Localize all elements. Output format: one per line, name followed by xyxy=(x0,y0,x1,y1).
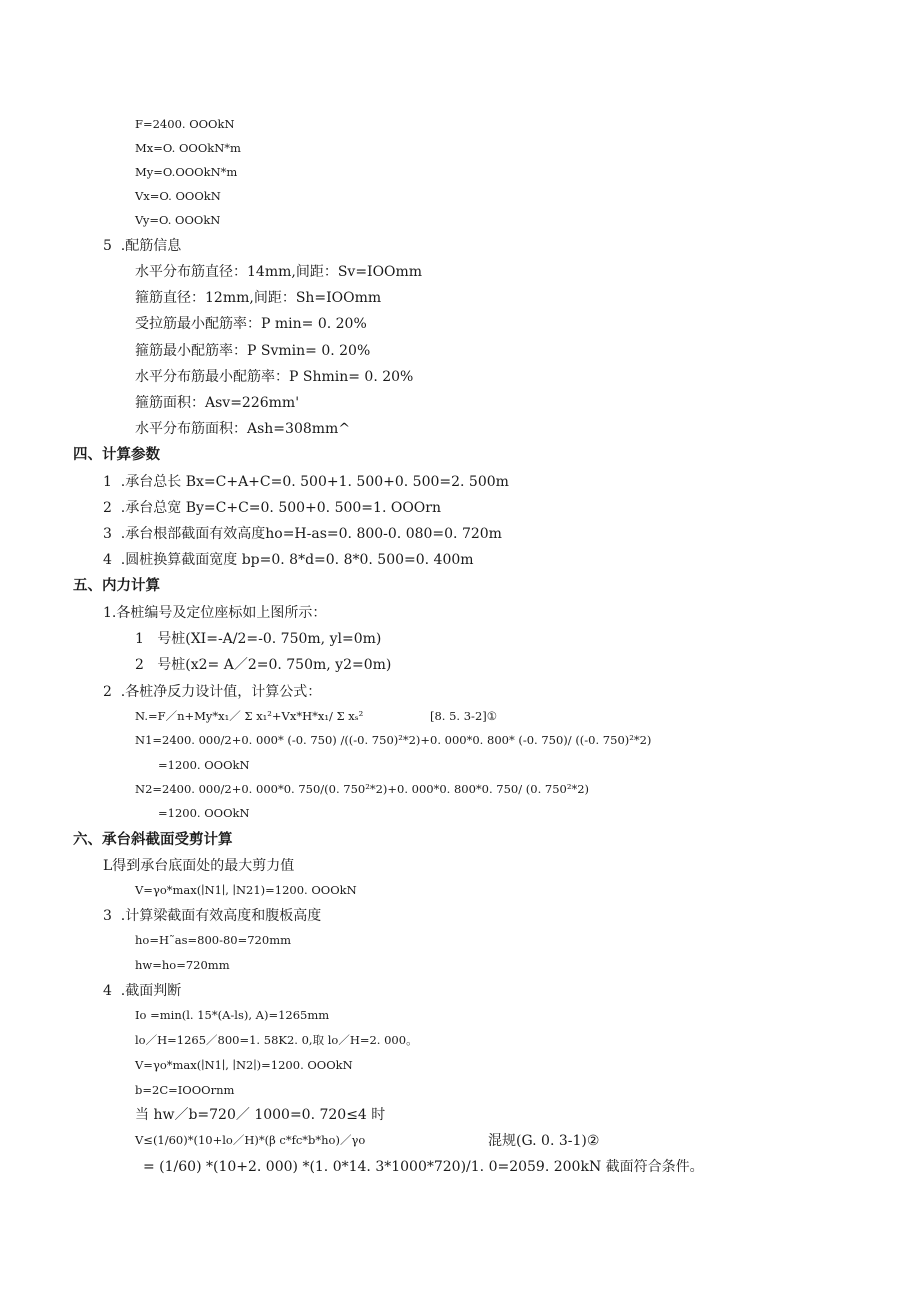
param-line-4: 4 .圆桩换算截面宽度 bp=0. 8*d=0. 8*0. 500=0. 400m xyxy=(103,552,474,568)
item-5-reinforcement: 5 .配筋信息 xyxy=(103,238,182,254)
section-5-heading: 五、内力计算 xyxy=(73,578,160,594)
force-line-1: 1.各桩编号及定位座标如上图所示： xyxy=(103,605,327,621)
n2-result: =1200. OOOkN xyxy=(158,806,250,820)
force-line-2: 2 .各桩净反力设计值，计算公式： xyxy=(103,684,322,700)
param-line-1: 1 .承台总长 Bx=C+A+C=0. 500+1. 500+0. 500=2. 500m xyxy=(103,474,509,490)
v-limit-formula: V≤(1/60)*(10+lo／H)*(β c*fc*b*ho)／γo xyxy=(135,1133,366,1147)
rebar-line-7: 水平分布筋面积：Ash=308mm^ xyxy=(135,421,351,437)
load-my: My=O.OOOkN*m xyxy=(135,165,238,179)
shear-line-3: 3 .计算梁截面有效高度和腹板高度 xyxy=(103,908,322,924)
section-4-heading: 四、计算参数 xyxy=(73,447,160,463)
shear-v: V=γo*max(∣N1∣, ∣N21)=1200. OOOkN xyxy=(135,883,357,897)
n1-calc: N1=2400. 000/2+0. 000* (-0. 750) /((-0. 750)²*2)+0. 000*0. 800* (-0. 750)/ ((-0. 750)²*2) xyxy=(135,733,652,747)
v-limit-result: = (1/60) *(10+2. 000) *(1. 0*14. 3*1000*720)/1. 0=2059. 200kN 截面符合条件。 xyxy=(143,1159,704,1175)
param-line-2: 2 .承台总宽 By=C+C=0. 500+0. 500=1. OOOrn xyxy=(103,500,441,516)
rebar-line-4: 箍筋最小配筋率：P Svmin= 0. 20% xyxy=(135,343,371,359)
shear-line-4: 4 .截面判断 xyxy=(103,983,182,999)
hw-b-condition: 当 hw／b=720／ 1000=0. 720≤4 时 xyxy=(135,1107,386,1123)
param-line-3: 3 .承台根部截面有效高度ho=H-as=0. 800-0. 080=0. 720m xyxy=(103,526,502,542)
load-vx: Vx=O. OOOkN xyxy=(135,189,221,203)
rebar-line-2: 箍筋直径：12mm,间距：Sh=IOOmm xyxy=(135,290,382,306)
rebar-line-1: 水平分布筋直径：14mm,间距：Sv=IOOmm xyxy=(135,264,423,280)
n2-calc: N2=2400. 000/2+0. 000*0. 750/(0. 750²*2)+0. 000*0. 800*0. 750/ (0. 750²*2) xyxy=(135,782,590,796)
section-6-heading: 六、承台斜截面受剪计算 xyxy=(73,832,233,848)
ho-calc: ho=H˜as=800-80=720mm xyxy=(135,933,292,947)
formula-ref: [8. 5. 3-2]① xyxy=(430,709,498,723)
rebar-line-6: 箍筋面积：Asv=226mm' xyxy=(135,395,300,411)
b-calc: b=2C=IOOOrnm xyxy=(135,1083,235,1097)
n1-result: =1200. OOOkN xyxy=(158,758,250,772)
shear-line-1: L得到承台底面处的最大剪力值 xyxy=(103,858,295,874)
lo-calc: Io =min(l. 15*(A-ls), A)=1265mm xyxy=(135,1008,330,1022)
load-f: F=2400. OOOkN xyxy=(135,117,235,131)
rebar-line-3: 受拉筋最小配筋率：P min= 0. 20% xyxy=(135,316,367,332)
hw-calc: hw=ho=720mm xyxy=(135,958,230,972)
formula: N.=F／n+My*x₁／ Σ x₁²+Vx*H*x₁/ Σ xₛ² xyxy=(135,709,364,723)
lo-h-ratio: lo／H=1265／800=1. 58K2. 0,取 lo／H=2. 000。 xyxy=(135,1033,418,1047)
rebar-line-5: 水平分布筋最小配筋率：P Shmin= 0. 20% xyxy=(135,369,414,385)
pile-1: 1 号桩(XI=-A/2=-0. 750m, yl=0m) xyxy=(135,631,382,647)
v-max: V=γo*max(∣N1∣, ∣N2∣)=1200. OOOkN xyxy=(135,1058,353,1072)
load-mx: Mx=O. OOOkN*m xyxy=(135,141,241,155)
load-vy: Vy=O. OOOkN xyxy=(135,213,221,227)
pile-2: 2 号桩(x2= A／2=0. 750m, y2=0m) xyxy=(135,657,392,673)
v-limit-ref: 混规(G. 0. 3-1)② xyxy=(488,1133,600,1149)
